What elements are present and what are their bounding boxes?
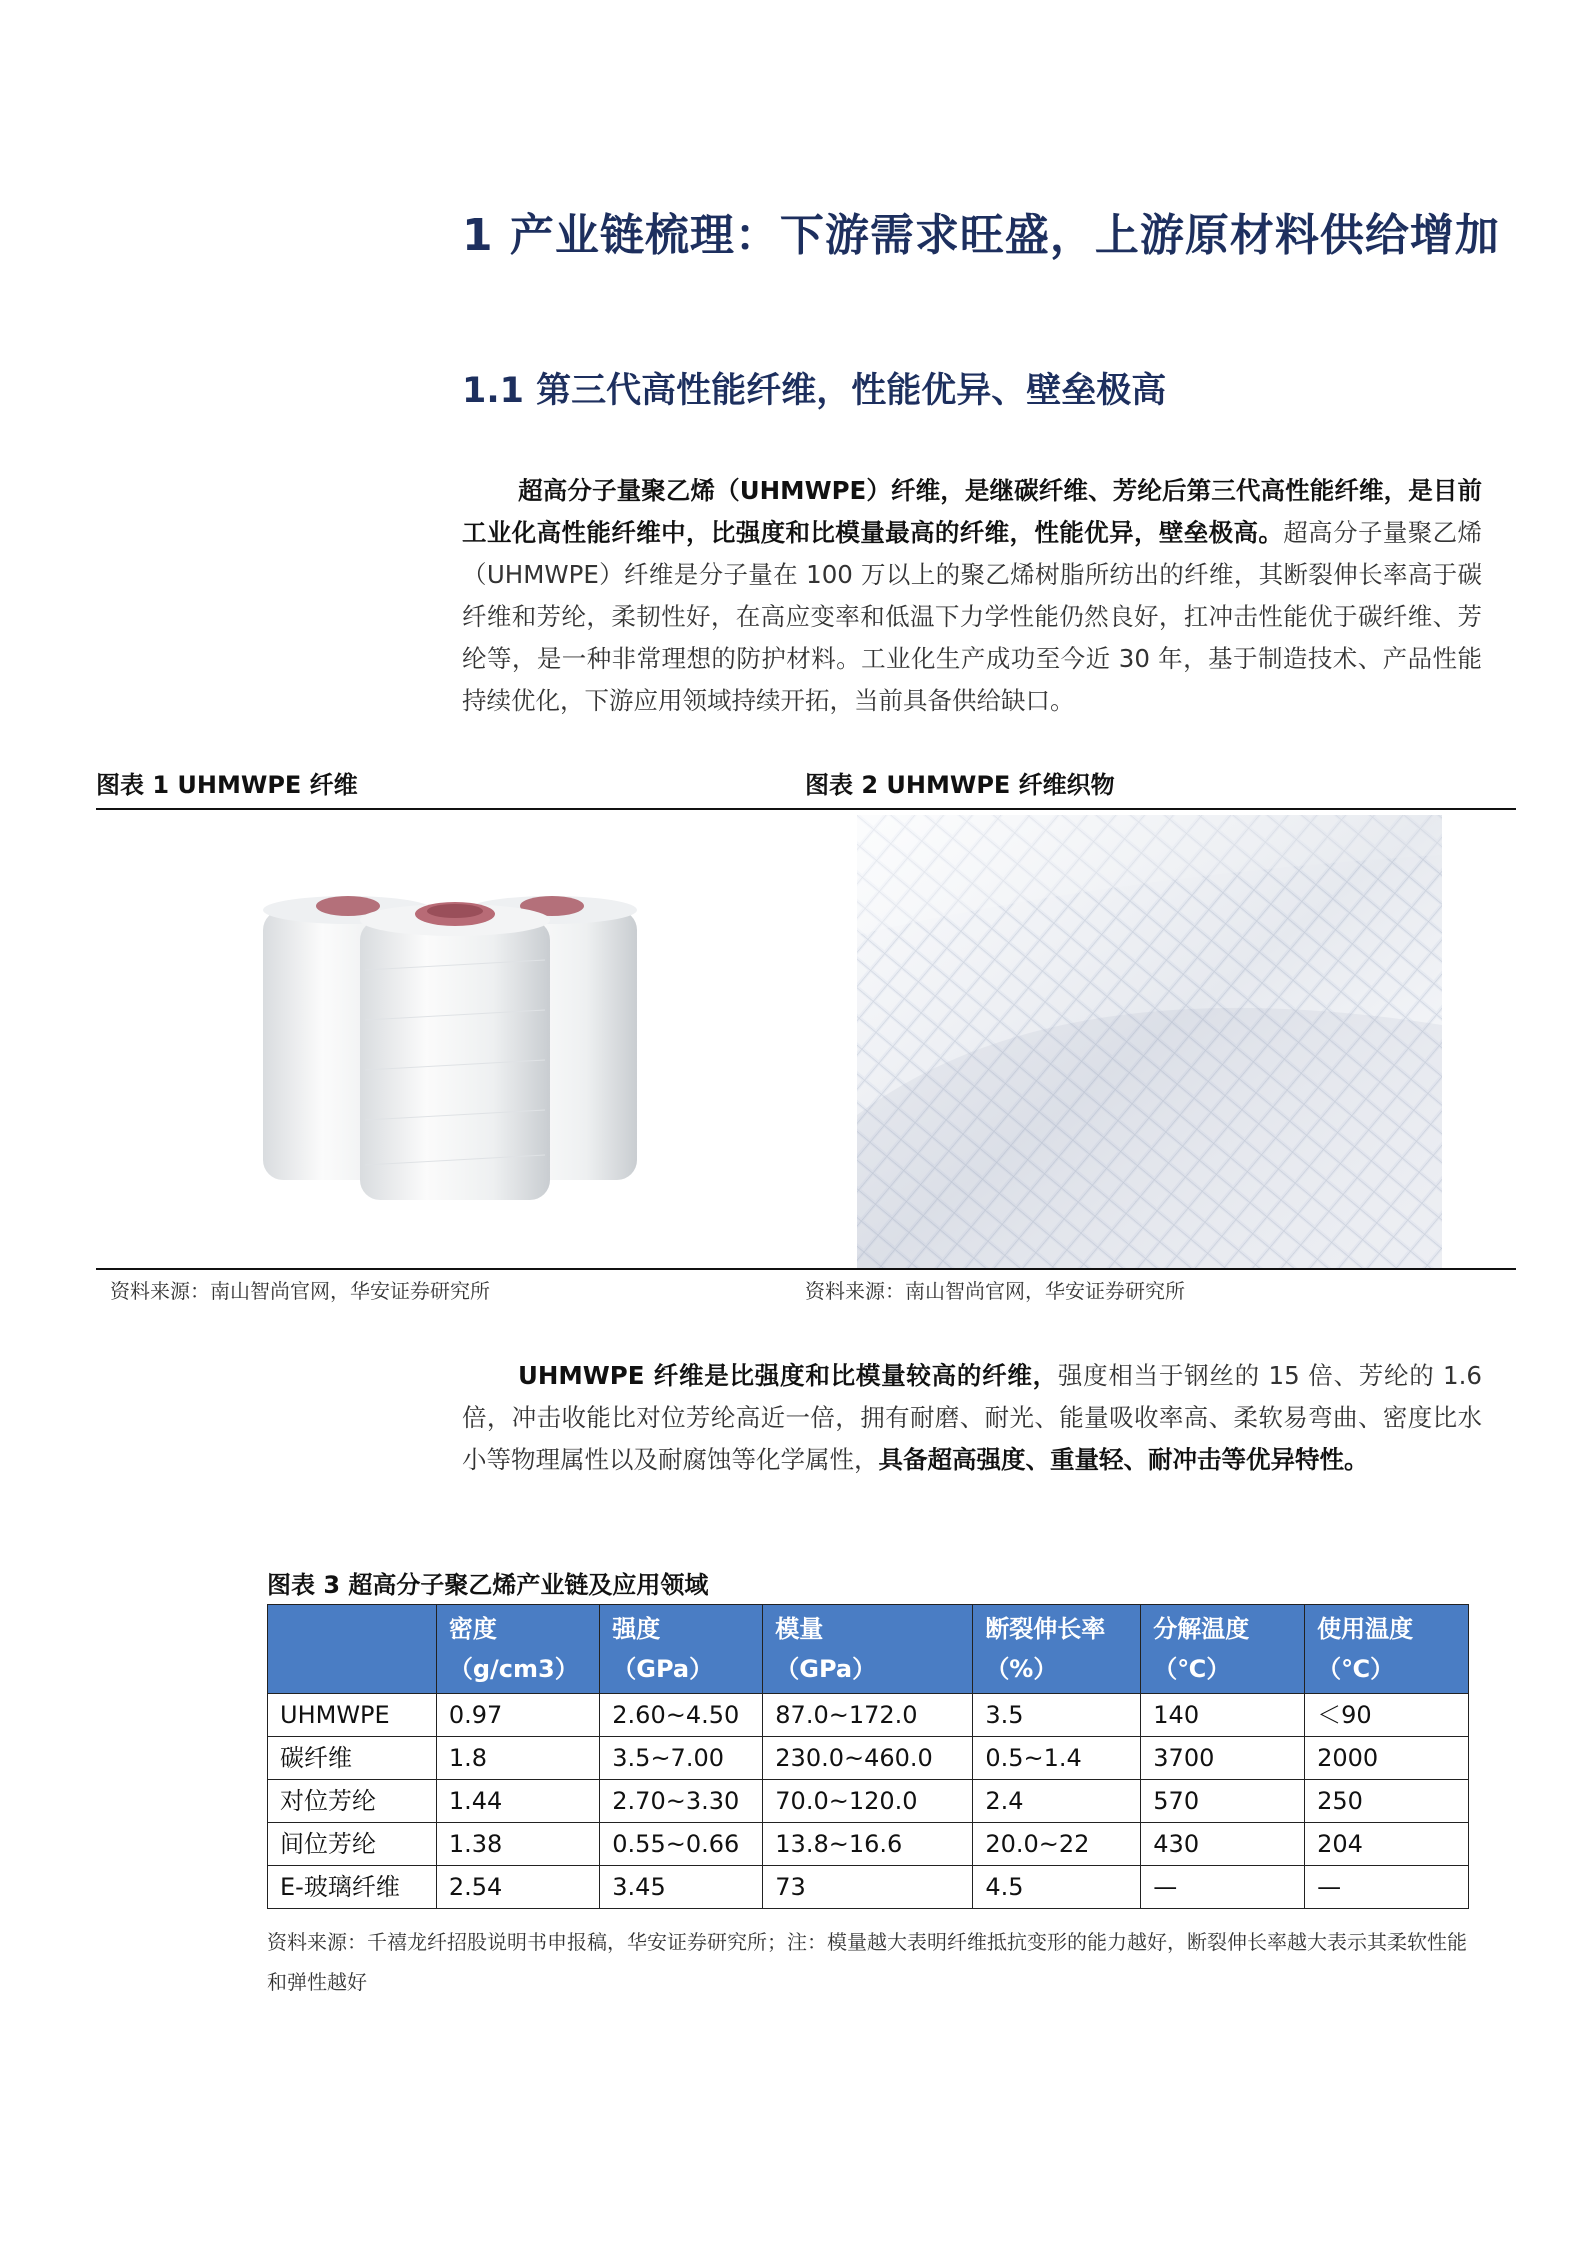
- table-cell: 间位芳纶: [268, 1823, 437, 1866]
- table-row: [268, 1823, 1469, 1866]
- table-cell: 3700: [1141, 1737, 1305, 1780]
- table-cell: 3.45: [600, 1866, 763, 1909]
- table-row: [268, 1780, 1469, 1823]
- figure-top-rule: [96, 808, 1516, 810]
- table-cell: 2.60~4.50: [600, 1694, 763, 1737]
- figure2-source: 资料来源：南山智尚官网，华安证券研究所: [805, 1279, 1185, 1303]
- intro-bold-text: 超高分子量聚乙烯（UHMWPE）纤维，是继碳纤维、芳纶后第三代高性能纤维，是目前工业化高性能纤维中，比强度和比模量最高的纤维，性能优异，壁垒极高。: [462, 476, 1482, 547]
- intro-body-text: 超高分子量聚乙烯（UHMWPE）纤维是分子量在 100 万以上的聚乙烯树脂所纺出的纤维，其断裂伸长率高于碳纤维和芳纶，柔韧性好，在高应变率和低温下力学性能仍然良好，扛冲击性能优于碳纤维、芳纶等，是一种非常理想的防护材料。工业化生产成功至今近 30 年，基于制造技术、产品性能持续优化，下游应用领域持续开拓，当前具备供给缺口。: [462, 518, 1483, 715]
- header-cell: 模量 （GPa）: [763, 1605, 973, 1694]
- fiber-properties-table: [267, 1604, 1469, 1909]
- header-cell: 密度 （g/cm3）: [436, 1605, 599, 1694]
- table-cell: 碳纤维: [268, 1737, 437, 1780]
- table-cell: 430: [1141, 1823, 1305, 1866]
- table-cell: 2.4: [973, 1780, 1141, 1823]
- table-cell: 0.5~1.4: [973, 1737, 1141, 1780]
- figure2-title: 图表 2 UHMWPE 纤维织物: [805, 771, 1115, 799]
- table-header-row: [268, 1605, 1469, 1694]
- table-cell: 对位芳纶: [268, 1780, 437, 1823]
- table-cell: ＜90: [1305, 1694, 1469, 1737]
- properties-body-text: 强度相当于钢丝的 15 倍、芳纶的 1.6 倍，冲击收能比对位芳纶高近一倍，拥有耐磨、耐光、能量吸收率高、柔软易弯曲、密度比水小等物理属性以及耐腐蚀等化学属性，: [462, 1361, 1482, 1474]
- table-cell: 87.0~172.0: [763, 1694, 973, 1737]
- intro-paragraph: [462, 470, 1482, 722]
- header-cell: 断裂伸长率 （%）: [973, 1605, 1141, 1694]
- table-cell: 2.70~3.30: [600, 1780, 763, 1823]
- table-cell: 140: [1141, 1694, 1305, 1737]
- table-cell: UHMWPE: [268, 1694, 437, 1737]
- uhmwpe-fabric-image: [857, 815, 1442, 1270]
- figure1-title: 图表 1 UHMWPE 纤维: [96, 771, 358, 799]
- table-cell: 3.5: [973, 1694, 1141, 1737]
- section-heading: 1 产业链梳理：下游需求旺盛，上游原材料供给增加: [462, 210, 1500, 261]
- figure-bottom-rule: [96, 1268, 1516, 1270]
- table-cell: 2000: [1305, 1737, 1469, 1780]
- table-cell: 1.8: [436, 1737, 599, 1780]
- header-cell: [268, 1605, 437, 1694]
- table-cell: 3.5~7.00: [600, 1737, 763, 1780]
- table-cell: 1.44: [436, 1780, 599, 1823]
- properties-bold-lead: UHMWPE 纤维是比强度和比模量较高的纤维，: [518, 1361, 1058, 1390]
- properties-bold-tail: 具备超高强度、重量轻、耐冲击等优异特性。: [878, 1445, 1369, 1474]
- table-cell: 0.55~0.66: [600, 1823, 763, 1866]
- table-cell: 0.97: [436, 1694, 599, 1737]
- table-row: [268, 1866, 1469, 1909]
- table-cell: 204: [1305, 1823, 1469, 1866]
- table-cell: 230.0~460.0: [763, 1737, 973, 1780]
- properties-paragraph: [462, 1355, 1482, 1481]
- subsection-heading: 1.1 第三代高性能纤维，性能优异、壁垒极高: [462, 371, 1167, 411]
- table-cell: 20.0~22: [973, 1823, 1141, 1866]
- table-cell: 70.0~120.0: [763, 1780, 973, 1823]
- table-cell: 1.38: [436, 1823, 599, 1866]
- uhmwpe-fiber-spools-image: [255, 880, 655, 1200]
- header-cell: 分解温度 （℃）: [1141, 1605, 1305, 1694]
- table-cell: 2.54: [436, 1866, 599, 1909]
- table-cell: 570: [1141, 1780, 1305, 1823]
- table-cell: 13.8~16.6: [763, 1823, 973, 1866]
- table-cell: —: [1305, 1866, 1469, 1909]
- header-cell: 使用温度 （℃）: [1305, 1605, 1469, 1694]
- header-cell: 强度 （GPa）: [600, 1605, 763, 1694]
- table-cell: 4.5: [973, 1866, 1141, 1909]
- table-row: [268, 1737, 1469, 1780]
- figure1-source: 资料来源：南山智尚官网，华安证券研究所: [110, 1279, 490, 1303]
- table-cell: —: [1141, 1866, 1305, 1909]
- table3-source: 资料来源：千禧龙纤招股说明书申报稿，华安证券研究所；注：模量越大表明纤维抵抗变形的能力越好，断裂伸长率越大表示其柔软性能和弹性越好: [267, 1930, 1467, 1994]
- table-cell: 250: [1305, 1780, 1469, 1823]
- table-row: [268, 1694, 1469, 1737]
- table3-title: 图表 3 超高分子聚乙烯产业链及应用领域: [267, 1571, 709, 1599]
- table-cell: 73: [763, 1866, 973, 1909]
- table-cell: E-玻璃纤维: [268, 1866, 437, 1909]
